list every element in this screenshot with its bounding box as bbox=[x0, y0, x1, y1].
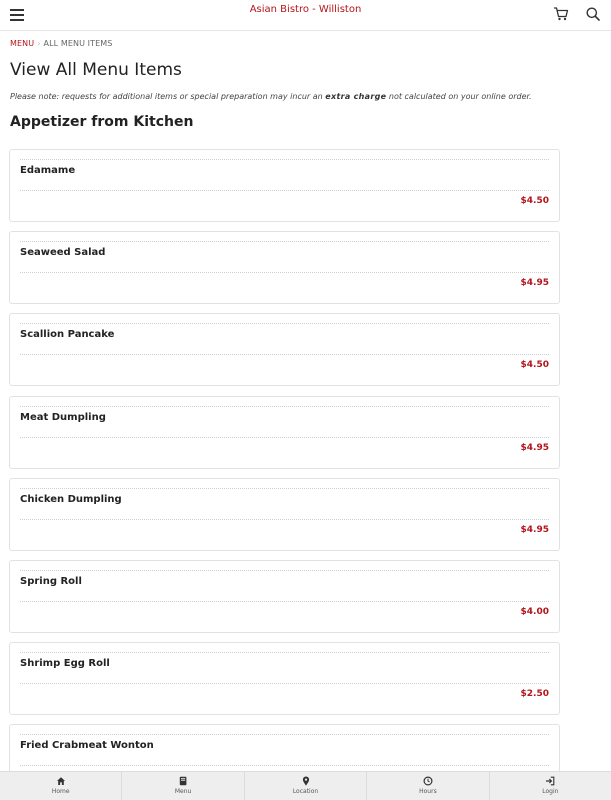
bottom-nav bbox=[0, 771, 611, 800]
nav-hours-label: Hours bbox=[419, 788, 437, 795]
menu-item-card[interactable] bbox=[9, 642, 560, 715]
order-note bbox=[10, 92, 610, 101]
nav-home[interactable] bbox=[0, 772, 122, 800]
divider bbox=[20, 601, 549, 602]
divider bbox=[20, 683, 549, 684]
divider bbox=[20, 323, 549, 324]
menu-item-card[interactable] bbox=[9, 313, 560, 386]
divider bbox=[20, 159, 549, 160]
menu-item-name: Scallion Pancake bbox=[20, 329, 115, 340]
breadcrumb-separator: › bbox=[37, 39, 41, 48]
breadcrumb bbox=[10, 39, 112, 48]
menu-item-price: $2.50 bbox=[520, 689, 549, 699]
note-text-after: not calculated on your online order. bbox=[386, 92, 532, 101]
menu-item-name: Seaweed Salad bbox=[20, 247, 106, 258]
search-icon[interactable] bbox=[585, 6, 601, 22]
home-icon bbox=[56, 776, 66, 786]
divider bbox=[20, 652, 549, 653]
divider bbox=[20, 272, 549, 273]
menu-item-price: $4.95 bbox=[520, 443, 549, 453]
menu-item-price: $4.50 bbox=[520, 360, 549, 370]
divider bbox=[20, 406, 549, 407]
menu-item-price: $4.95 bbox=[520, 525, 549, 535]
divider bbox=[20, 241, 549, 242]
divider bbox=[20, 519, 549, 520]
divider bbox=[20, 765, 549, 766]
login-icon bbox=[545, 776, 555, 786]
menu-item-price: $4.95 bbox=[520, 278, 549, 288]
menu-item-card[interactable] bbox=[9, 560, 560, 633]
menu-item-card[interactable] bbox=[9, 231, 560, 304]
nav-login[interactable] bbox=[490, 772, 611, 800]
menu-item-name: Spring Roll bbox=[20, 576, 82, 587]
nav-login-label: Login bbox=[542, 788, 559, 795]
note-emphasis: extra charge bbox=[325, 92, 387, 101]
divider bbox=[20, 734, 549, 735]
nav-location[interactable] bbox=[245, 772, 367, 800]
map-pin-icon bbox=[301, 776, 311, 786]
nav-menu[interactable] bbox=[122, 772, 244, 800]
menu-item-name: Chicken Dumpling bbox=[20, 494, 122, 505]
breadcrumb-menu-link[interactable]: MENU bbox=[10, 39, 35, 48]
menu-item-card[interactable] bbox=[9, 149, 560, 222]
menu-item-name: Fried Crabmeat Wonton bbox=[20, 740, 154, 751]
clock-icon bbox=[423, 776, 433, 786]
menu-item-price: $4.50 bbox=[520, 196, 549, 206]
top-bar bbox=[0, 0, 611, 31]
divider bbox=[20, 488, 549, 489]
nav-menu-label: Menu bbox=[174, 788, 192, 795]
menu-item-price: $4.00 bbox=[520, 607, 549, 617]
section-title: Appetizer from Kitchen bbox=[10, 114, 194, 130]
book-icon bbox=[178, 776, 188, 786]
page-title: View All Menu Items bbox=[10, 60, 182, 80]
breadcrumb-current: ALL MENU ITEMS bbox=[43, 39, 113, 48]
menu-item-name: Meat Dumpling bbox=[20, 412, 106, 423]
nav-hours[interactable] bbox=[367, 772, 489, 800]
divider bbox=[20, 570, 549, 571]
menu-item-card[interactable] bbox=[9, 396, 560, 469]
divider bbox=[20, 354, 549, 355]
divider bbox=[20, 190, 549, 191]
nav-home-label: Home bbox=[51, 788, 70, 795]
menu-item-name: Edamame bbox=[20, 165, 76, 176]
note-text-before: Please note: requests for additional items or special preparation may incur an bbox=[10, 92, 326, 101]
cart-icon[interactable] bbox=[553, 6, 569, 22]
nav-location-label: Location bbox=[292, 788, 319, 795]
restaurant-title[interactable]: Asian Bistro - Williston bbox=[249, 4, 362, 15]
menu-item-name: Shrimp Egg Roll bbox=[20, 658, 110, 669]
menu-item-card[interactable] bbox=[9, 478, 560, 551]
divider bbox=[20, 437, 549, 438]
